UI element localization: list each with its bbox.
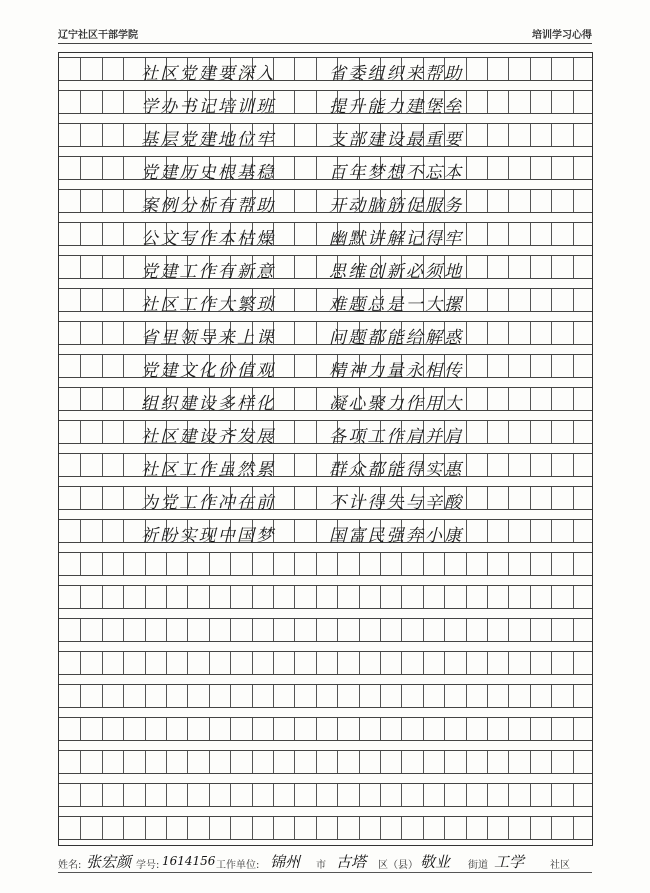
poem-line xyxy=(59,354,592,381)
poem-line-left: 党建工作有新意 xyxy=(141,262,276,282)
grid-row xyxy=(59,618,592,642)
header-rule xyxy=(58,43,592,44)
district-label: 区（县） xyxy=(378,860,418,871)
poem-line-left: 组织建设多样化 xyxy=(141,394,276,414)
poem-line xyxy=(59,255,592,282)
poem-line-right: 省委组织来帮助 xyxy=(329,64,464,84)
poem-line xyxy=(59,123,592,150)
poem-line-right: 凝心聚力作用大 xyxy=(329,394,464,414)
poem-line-left: 党建历史根基稳 xyxy=(141,163,276,183)
poem-line xyxy=(59,387,592,414)
poem-line xyxy=(59,519,592,546)
poem-line-right: 提升能力建堡垒 xyxy=(329,97,464,117)
grid-row xyxy=(59,816,592,840)
poem-line-left: 学办书记培训班 xyxy=(141,97,276,117)
name-value: 张宏颜 xyxy=(86,853,132,871)
street-value: 敬业 xyxy=(420,853,451,871)
poem-line-right: 国富民强奔小康 xyxy=(329,526,464,546)
poem-line-right: 思维创新必须地 xyxy=(329,262,464,282)
poem-line-left: 社区工作虽然累 xyxy=(141,460,276,480)
community-value: 工学 xyxy=(494,853,525,871)
poem-line-right: 不计得失与辛酸 xyxy=(329,493,464,513)
poem-line xyxy=(59,90,592,117)
community-label: 社区 xyxy=(550,860,570,871)
poem-line-left: 省里领导来上课 xyxy=(141,328,276,348)
city-label: 市 xyxy=(316,860,326,871)
poem-line-right: 百年梦想不忘本 xyxy=(329,163,464,183)
poem-line xyxy=(59,288,592,315)
poem-line xyxy=(59,57,592,84)
poem-line-left: 公文写作本枯燥 xyxy=(141,229,276,249)
grid-row xyxy=(59,783,592,807)
poem-line xyxy=(59,453,592,480)
poem-line-left: 案例分析有帮助 xyxy=(141,196,276,216)
poem-line xyxy=(59,156,592,183)
grid-row xyxy=(59,750,592,774)
grid-row xyxy=(59,684,592,708)
grid-row xyxy=(59,585,592,609)
poem-line xyxy=(59,321,592,348)
poem-line xyxy=(59,420,592,447)
work-unit-label: 工作单位: xyxy=(216,860,260,871)
poem-line xyxy=(59,222,592,249)
district-value: 古塔 xyxy=(336,853,367,871)
poem-line-right: 群众都能得实惠 xyxy=(329,460,464,480)
writing-grid xyxy=(58,52,593,846)
poem-line-left: 基层党建地位牢 xyxy=(141,130,276,150)
poem-line-right: 精神力量永相传 xyxy=(329,361,464,381)
student-id-label: 学号: xyxy=(136,860,160,871)
poem-line-right: 问题都能给解惑 xyxy=(329,328,464,348)
page-title: 培训学习心得 xyxy=(532,30,592,41)
poem-line-right: 支部建设最重要 xyxy=(329,130,464,150)
street-label: 街道 xyxy=(468,860,488,871)
page-header xyxy=(58,22,592,42)
student-id-value: 1614156 xyxy=(162,854,216,868)
poem-line-right: 幽默讲解记得牢 xyxy=(329,229,464,249)
poem-line xyxy=(59,189,592,216)
poem-line-left: 祈盼实现中国梦 xyxy=(141,526,276,546)
poem-line-right: 各项工作肩并肩 xyxy=(329,427,464,447)
institution-name: 辽宁社区干部学院 xyxy=(58,30,138,41)
name-label: 姓名: xyxy=(58,860,82,871)
poem-line-left: 社区工作大繁琐 xyxy=(141,295,276,315)
grid-row xyxy=(59,552,592,576)
poem-line xyxy=(59,486,592,513)
poem-line-left: 为党工作冲在前 xyxy=(141,493,276,513)
grid-row xyxy=(59,717,592,741)
poem-line-left: 社区党建要深入 xyxy=(141,64,276,84)
poem-line-right: 难题总是一大摞 xyxy=(329,295,464,315)
poem-line-left: 社区建设齐发展 xyxy=(141,427,276,447)
city-value: 锦州 xyxy=(270,853,301,871)
poem-line-left: 党建文化价值观 xyxy=(141,361,276,381)
footer xyxy=(58,850,592,873)
poem-line-right: 开动脑筋促服务 xyxy=(329,196,464,216)
grid-row xyxy=(59,651,592,675)
